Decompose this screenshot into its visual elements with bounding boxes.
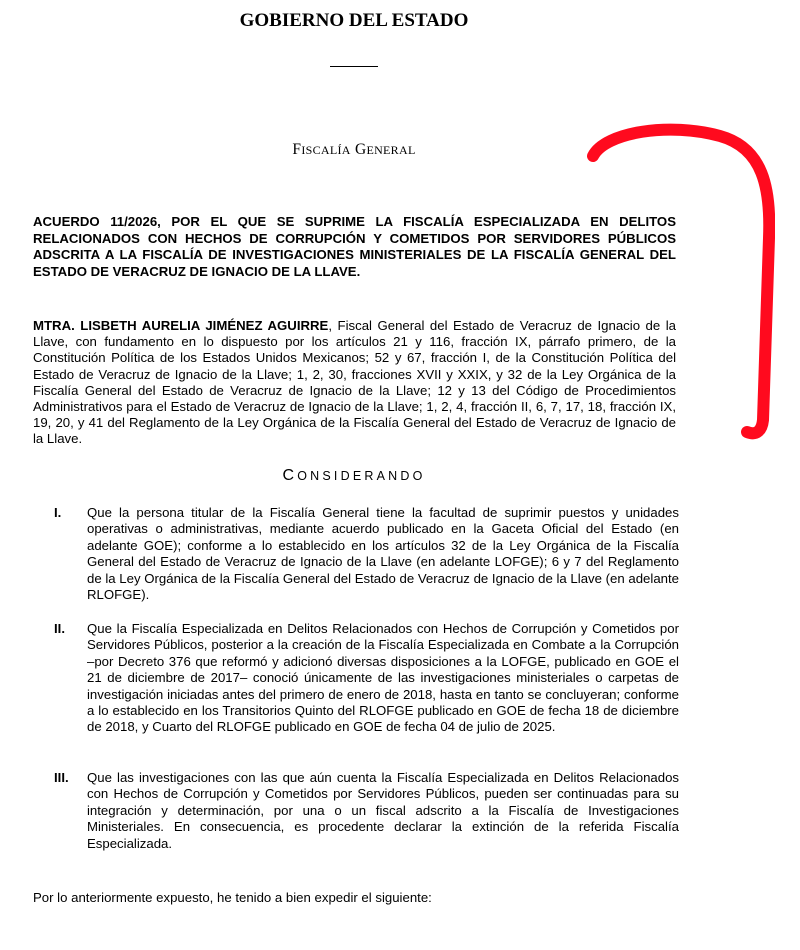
considerando-item [54, 621, 679, 736]
subtitle-smallcaps: ENERAL [366, 143, 416, 157]
item-number: I. [54, 505, 62, 520]
item-number: III. [54, 770, 69, 785]
item-text: Que las investigaciones con las que aún cuenta la Fiscalía Especializada en Delitos Relacionados con Hechos de Corrupción y Cometidos por Servidores Públicos, pueden ser continuadas para su integración y determinación, por una o un fiscal adscrito a la Fiscalía de Investigaciones Ministeriales. En consecuencia, es procedente declarar la extinción de la referida Fiscalía Especializada. [87, 770, 679, 851]
red-bracket-mark-icon [575, 118, 775, 458]
subtitle-initial: F [292, 141, 302, 158]
considerando-smallcaps: ONSIDERANDO [297, 469, 426, 483]
acuerdo-title: ACUERDO 11/2026, POR EL QUE SE SUPRIME LA FISCALÍA ESPECIALIZADA EN DELITOS RELACIONADOS CON HECHOS DE CORRUPCIÓN Y COMETIDOS POR SERVIDORES PÚBLICOS ADSCRITA A LA FISCALÍA DE INVESTIGACIONES MINISTERIALES DE LA FISCALÍA GENERAL DEL ESTADO DE VERACRUZ DE IGNACIO DE LA LLAVE. [33, 214, 676, 280]
subtitle-smallcaps: ISCALÍA [301, 143, 351, 157]
document-header-title: GOBIERNO DEL ESTADO [239, 10, 469, 31]
item-text: Que la persona titular de la Fiscalía General tiene la facultad de suprimir puestos y unidades operativas o administrativas, mediante acuerdo publicado en la Gaceta Oficial del Estado (en adelante GOE); conforme a lo establecido en los artículos 32 de la Ley Orgánica de la Fiscalía General del Estado de Veracruz de Ignacio de la Llave (en adelante LOFGE); 6 y 7 del Reglamento de la Ley Orgánica de la Fiscalía General del Estado de Veracruz de Ignacio de la Llave (en adelante RLOFGE). [87, 505, 679, 603]
header-divider [330, 66, 378, 67]
signatory-name: MTRA. LISBETH AURELIA JIMÉNEZ AGUIRRE [33, 318, 329, 333]
red-bracket-stroke [593, 130, 769, 434]
considerando-item [54, 505, 679, 603]
closing-sentence: Por lo anteriormente expuesto, he tenido a bien expedir el siguiente: [33, 890, 432, 905]
considerando-heading [0, 467, 708, 485]
intro-text: , Fiscal General del Estado de Veracruz de Ignacio de la Llave, con fundamento en lo dispuesto por los artículos 21 y 116, fracción IX, párrafo primero, de la Constitución Política de los Estados Unidos Mexicanos; 52 y 67, fracción I, de la Constitución Política del Estado de Veracruz de Ignacio de la Llave; 1, 2, 30, fracciones XVII y XXIX, y 32 de la Ley Orgánica de la Fiscalía General del Estado de Veracruz de Ignacio de la Llave; 12 y 13 del Código de Procedimientos Administrativos para el Estado de Veracruz de Ignacio de la Llave; 1, 2, 4, fracción II, 6, 7, 17, 18, fracción IX, 19, 20, y 41 del Reglamento de la Ley Orgánica de la Fiscalía General del Estado de Veracruz de Ignacio de la Llave. [33, 318, 676, 447]
subtitle-initial: G [354, 141, 367, 158]
considerando-initial: C [282, 467, 298, 484]
considerando-item [54, 770, 679, 852]
item-number: II. [54, 621, 65, 636]
item-text: Que la Fiscalía Especializada en Delitos Relacionados con Hechos de Corrupción y Cometidos por Servidores Públicos, posterior a la creación de la Fiscalía Especializada en Combate a la Corrupción –por Decreto 376 que reformó y adicionó diversas disposiciones a la LOFGE, publicado en GOE el 21 de diciembre de 2017– conoció únicamente de las investigaciones ministeriales o carpetas de investigación iniciadas antes del primero de enero de 2018, hasta en tanto se concluyeran; conforme a lo establecido en los Transitorios Quinto del RLOFGE publicado en GOE de fecha 18 de diciembre de 2018, y Cuarto del RLOFGE publicado en GOE de fecha 04 de julio de 2025. [87, 621, 679, 735]
